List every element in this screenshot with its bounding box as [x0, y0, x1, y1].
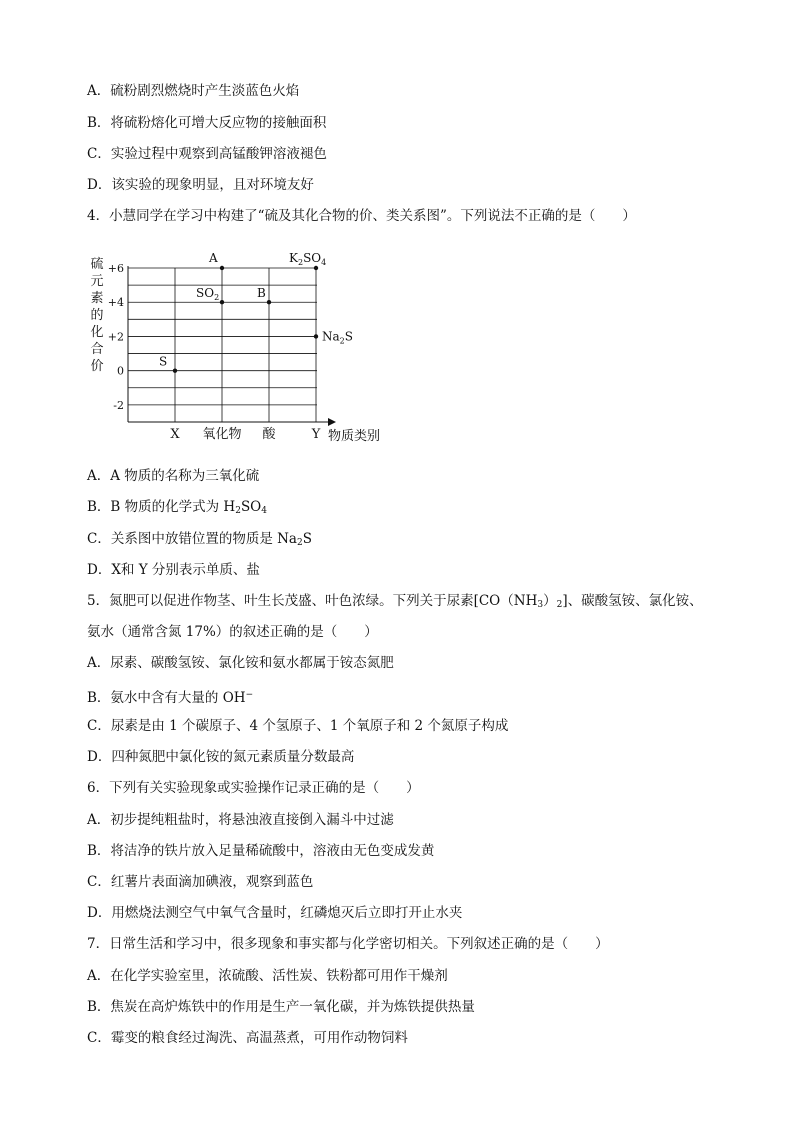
y-tick-label: -2 [113, 398, 124, 412]
q6-option-a: A．初步提纯粗盐时，将悬浊液直接倒入漏斗中过滤 [87, 812, 394, 828]
y-tick-labels [108, 262, 124, 412]
x-tick-label: 氧化物 [202, 427, 242, 442]
data-point [220, 266, 224, 270]
point-label: $K_2SO_4$ [289, 251, 327, 267]
option-prev-d: D．该实验的现象明显，且对环境友好 [87, 177, 314, 193]
x-tick-labels [170, 426, 320, 442]
x-tick-label: 酸 [262, 427, 276, 442]
q6-option-d: D．用燃烧法测空气中氧气含量时，红磷熄灭后立即打开止水夹 [87, 905, 463, 921]
question-6-stem: 6．下列有关实验现象或实验操作记录正确的是（ ） [87, 780, 420, 796]
y-axis-label-char: 素 [90, 291, 104, 306]
q7-option-c: C．霉变的粮食经过淘洗、高温蒸煮，可用作动物饲料 [87, 1030, 408, 1046]
question-7-stem: 7．日常生活和学习中，很多现象和事实都与化学密切相关。下列叙述正确的是（ ） [87, 936, 609, 952]
y-tick-label: +4 [107, 296, 124, 310]
question-5-stem-line1: 5．氮肥可以促进作物茎、叶生长茂盛、叶色浓绿。下列关于尿素$[CO(NH_3)_2]$、碳酸氢铵、氯化铵、 [87, 593, 703, 610]
q6-option-b: B．将洁净的铁片放入足量稀硫酸中，溶液由无色变成发黄 [87, 843, 435, 859]
y-tick-label: +2 [107, 330, 124, 344]
question-5-stem-line2: 氨水（通常含氮 17%）的叙述正确的是（ ） [87, 624, 378, 640]
option-prev-b: B．将硫粉熔化可增大反应物的接触面积 [87, 115, 327, 131]
q5-option-a: A．尿素、碳酸氢铵、氯化铵和氨水都属于铵态氮肥 [87, 655, 394, 671]
q5-option-d: D．四种氮肥中氯化铵的氮元素质量分数最高 [87, 749, 355, 765]
x-axis-label: 物质类别 [328, 429, 381, 444]
data-point [267, 300, 271, 304]
y-axis-label-char: 的 [90, 308, 104, 323]
y-tick-label: +6 [107, 262, 124, 275]
y-axis-label-char: 合 [90, 342, 104, 357]
y-axis-label-char: 硫 [90, 257, 104, 272]
option-prev-c: C．实验过程中观察到高锰酸钾溶液褪色 [87, 146, 327, 162]
point-label: A [209, 251, 218, 265]
valence-chart [80, 248, 400, 448]
question-4-stem: 4．小慧同学在学习中构建了“硫及其化合物的价、类关系图”。下列说法不正确的是（ ） [87, 208, 636, 224]
q4-option-c: C．关系图中放错位置的物质是 $Na_2S$ [87, 531, 312, 548]
point-label: S [159, 354, 168, 369]
x-tick-label: Y [311, 427, 321, 442]
y-tick-label: 0 [117, 364, 124, 378]
y-axis-label-char: 化 [90, 325, 104, 340]
q4-option-b: B．B 物质的化学式为 $H_2SO_4$ [87, 499, 267, 516]
y-axis-label [90, 257, 103, 374]
data-point [173, 368, 177, 372]
x-tick-label: X [170, 427, 180, 442]
q4-option-a: A．A 物质的名称为三氧化硫 [87, 468, 260, 484]
data-points [159, 251, 353, 373]
point-label: $Na_2S$ [322, 329, 353, 346]
chart-grid [128, 268, 317, 422]
y-axis-label-char: 元 [90, 274, 104, 289]
data-point [220, 300, 224, 304]
q5-option-b: B．氨水中含有大量的 OH− [87, 690, 254, 706]
point-label: B [257, 286, 266, 301]
point-label: $SO_2$ [196, 286, 220, 303]
q4-option-d: D．X和 Y 分别表示单质、盐 [87, 562, 260, 578]
q7-option-a: A．在化学实验室里，浓硫酸、活性炭、铁粉都可用作干燥剂 [87, 968, 448, 984]
option-prev-a: A．硫粉剧烈燃烧时产生淡蓝色火焰 [87, 83, 300, 99]
data-point [314, 334, 318, 338]
q7-option-b: B．焦炭在高炉炼铁中的作用是生产一氧化碳，并为炼铁提供热量 [87, 999, 475, 1015]
y-axis-label-char: 价 [90, 359, 104, 374]
q5-option-c: C．尿素是由 1 个碳原子、4 个氢原子、1 个氧原子和 2 个氮原子构成 [87, 718, 509, 734]
data-point [314, 266, 318, 270]
q6-option-c: C．红薯片表面滴加碘液，观察到蓝色 [87, 874, 314, 890]
